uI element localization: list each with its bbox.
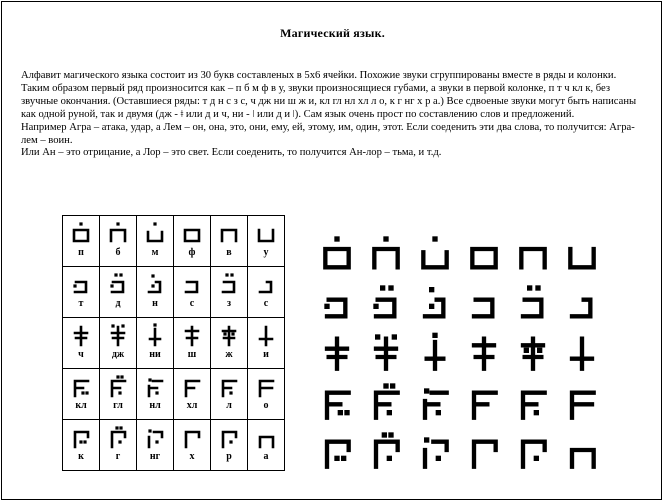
alphabet-cell [137, 267, 174, 318]
rune-sound-label: м [151, 247, 159, 258]
document-body [21, 70, 641, 160]
rune-large-glyph-h3 [418, 283, 452, 323]
rune-large [365, 232, 414, 281]
paragraph-alphabet: Алфавит магического языка состоит из 30 букв составленых в 5х6 ячейки. Похожие звуки сгруппированы вместе в ряды и колонки. Таким образом первый ряд произносится как – п б м ф в у, звуки произносящиеся губами, а звуки в первой колонке, п т ч кл к, без звучные окончания. (Оставшиеся ряды: т д н с з с, ч дж ни ш ж и, кл гл нл хл л о, к г нг х р а.) Все сдвоеные звуки могут быть написаны как одной руной, так и двумя (дж - ǂ или д и ч, ни - ǀ или д и ǀ). Сам язык очень прост по составлению слов и предложений. [21, 70, 637, 120]
rune-chart [316, 232, 610, 477]
rune-sound-label: п [78, 247, 84, 258]
rune-large-glyph-h2 [369, 283, 403, 323]
rune-sound-label: у [263, 247, 269, 258]
rune-large [316, 379, 365, 428]
rune-large [365, 428, 414, 477]
rune-large [561, 379, 610, 428]
paragraph-example-anlor: Или Ан – это отрицание, а Лор – это свет. Если соеденить, то получится Ан-лор – тьма, и т.д. [21, 147, 442, 159]
rune-large-glyph-c4 [467, 332, 501, 372]
rune-large [316, 330, 365, 379]
alphabet-cell [174, 420, 211, 471]
rune-large [463, 330, 512, 379]
rune-large [414, 379, 463, 428]
rune-glyph-c3 [145, 323, 165, 347]
rune-glyph-n3 [145, 221, 165, 245]
rune-glyph-c6 [256, 323, 276, 347]
rune-large-glyph-n6 [565, 234, 599, 274]
rune-sound-label: х [189, 451, 195, 462]
rune-sound-label: с [263, 298, 269, 309]
alphabet-row [63, 318, 285, 369]
rune-large [463, 281, 512, 330]
rune-sound-label: р [226, 451, 232, 462]
rune-glyph-n4 [182, 221, 202, 245]
rune-glyph-n1 [71, 221, 91, 245]
rune-sound-label: ш [187, 349, 197, 360]
alphabet-cell [174, 318, 211, 369]
rune-glyph-s4 [182, 425, 202, 449]
rune-sound-label: ф [188, 247, 196, 258]
rune-large [512, 428, 561, 477]
rune-glyph-e6 [256, 374, 276, 398]
alphabet-row [63, 216, 285, 267]
alphabet-cell [63, 267, 100, 318]
rune-sound-label: в [226, 247, 232, 258]
alphabet-cell [63, 369, 100, 420]
rune-large [561, 281, 610, 330]
rune-large-glyph-e6 [565, 381, 599, 421]
rune-large-glyph-n5 [516, 234, 550, 274]
rune-sound-label: нг [149, 451, 161, 462]
rune-sound-label: б [115, 247, 121, 258]
alphabet-cell [63, 216, 100, 267]
rune-large [414, 232, 463, 281]
rune-sound-label: хл [186, 400, 198, 411]
rune-glyph-h6 [256, 272, 276, 296]
rune-large-glyph-e5 [516, 381, 550, 421]
rune-sound-label: гл [113, 400, 123, 411]
rune-large-glyph-s2 [369, 430, 403, 470]
rune-glyph-s3 [145, 425, 165, 449]
alphabet-cell [137, 420, 174, 471]
rune-glyph-h3 [145, 272, 165, 296]
document-title: Магический язык. [280, 26, 385, 40]
rune-large-glyph-h5 [516, 283, 550, 323]
rune-sound-label: з [226, 298, 232, 309]
alphabet-cell [248, 420, 285, 471]
alphabet-cell [248, 318, 285, 369]
rune-large [463, 232, 512, 281]
rune-large [414, 330, 463, 379]
rune-glyph-n6 [256, 221, 276, 245]
alphabet-cell [248, 216, 285, 267]
rune-large-glyph-n2 [369, 234, 403, 274]
alphabet-row [63, 420, 285, 471]
alphabet-cell [211, 267, 248, 318]
rune-sound-label: ни [149, 349, 161, 360]
rune-glyph-e4 [182, 374, 202, 398]
rune-glyph-e2 [108, 374, 128, 398]
rune-sound-label: ч [78, 349, 84, 360]
rune-large [414, 428, 463, 477]
alphabet-cell [100, 318, 137, 369]
rune-sound-label: л [226, 400, 232, 411]
rune-large-glyph-h1 [320, 283, 354, 323]
rune-sound-label: г [115, 451, 121, 462]
alphabet-cell [174, 369, 211, 420]
rune-large [414, 281, 463, 330]
rune-large [463, 428, 512, 477]
rune-large [365, 379, 414, 428]
rune-glyph-e3 [145, 374, 165, 398]
paragraph-example-agra: Например Агра – атака, удар, а Лем – он, она, это, они, ему, ей, этому, им, один, этот. Если соеденить эти два слова, то получится: Агра-лем – воин. [21, 121, 635, 146]
rune-large-glyph-e1 [320, 381, 354, 421]
rune-sound-label: дж [111, 349, 125, 360]
alphabet-cell [100, 216, 137, 267]
rune-large-glyph-e2 [369, 381, 403, 421]
rune-sound-label: с [189, 298, 195, 309]
rune-large-glyph-c5 [516, 332, 550, 372]
rune-large-glyph-s5 [516, 430, 550, 470]
rune-large-glyph-c2 [369, 332, 403, 372]
alphabet-cell [63, 420, 100, 471]
alphabet-cell [248, 267, 285, 318]
rune-glyph-c5 [219, 323, 239, 347]
rune-large-glyph-n4 [467, 234, 501, 274]
rune-glyph-n2 [108, 221, 128, 245]
rune-glyph-h2 [108, 272, 128, 296]
rune-large-glyph-n3 [418, 234, 452, 274]
rune-large-glyph-s1 [320, 430, 354, 470]
rune-large [512, 379, 561, 428]
rune-sound-label: н [152, 298, 158, 309]
alphabet-cell [100, 369, 137, 420]
rune-large [316, 428, 365, 477]
rune-sound-label: а [263, 451, 269, 462]
rune-large-glyph-c6 [565, 332, 599, 372]
rune-large-glyph-e4 [467, 381, 501, 421]
alphabet-cell [248, 369, 285, 420]
rune-large-glyph-c3 [418, 332, 452, 372]
rune-glyph-n5 [219, 221, 239, 245]
rune-large [561, 232, 610, 281]
rune-glyph-h5 [219, 272, 239, 296]
rune-large-glyph-n1 [320, 234, 354, 274]
rune-glyph-c4 [182, 323, 202, 347]
rune-glyph-e5 [219, 374, 239, 398]
rune-sound-label: кл [75, 400, 87, 411]
alphabet-cell [137, 216, 174, 267]
rune-glyph-s5 [219, 425, 239, 449]
rune-sound-label: д [115, 298, 121, 309]
rune-large-glyph-h4 [467, 283, 501, 323]
rune-large [561, 428, 610, 477]
rune-glyph-h1 [71, 272, 91, 296]
alphabet-cell [100, 267, 137, 318]
alphabet-cell [100, 420, 137, 471]
alphabet-cell [211, 369, 248, 420]
alphabet-cell [137, 318, 174, 369]
alphabet-cell [211, 216, 248, 267]
rune-large [365, 330, 414, 379]
rune-large [365, 281, 414, 330]
rune-glyph-s6 [256, 425, 276, 449]
rune-large-glyph-s4 [467, 430, 501, 470]
rune-sound-label: нл [149, 400, 161, 411]
alphabet-cell [63, 318, 100, 369]
rune-glyph-h4 [182, 272, 202, 296]
alphabet-cell [174, 216, 211, 267]
rune-sound-label: о [263, 400, 269, 411]
alphabet-cell [137, 369, 174, 420]
alphabet-row [63, 369, 285, 420]
rune-sound-label: к [78, 451, 84, 462]
alphabet-row [63, 267, 285, 318]
rune-large [512, 330, 561, 379]
rune-large [512, 232, 561, 281]
rune-glyph-c2 [108, 323, 128, 347]
rune-glyph-e1 [71, 374, 91, 398]
rune-glyph-c1 [71, 323, 91, 347]
rune-large [316, 281, 365, 330]
rune-glyph-s1 [71, 425, 91, 449]
rune-large [561, 330, 610, 379]
alphabet-table [62, 215, 285, 471]
alphabet-cell [211, 318, 248, 369]
rune-large [316, 232, 365, 281]
rune-glyph-s2 [108, 425, 128, 449]
rune-large-glyph-h6 [565, 283, 599, 323]
alphabet-cell [211, 420, 248, 471]
rune-large [512, 281, 561, 330]
rune-large [463, 379, 512, 428]
rune-large-glyph-c1 [320, 332, 354, 372]
rune-sound-label: ж [225, 349, 233, 360]
alphabet-cell [174, 267, 211, 318]
rune-sound-label: и [263, 349, 269, 360]
rune-large-glyph-e3 [418, 381, 452, 421]
rune-large-glyph-s3 [418, 430, 452, 470]
rune-sound-label: т [78, 298, 84, 309]
rune-large-glyph-s6 [565, 430, 599, 470]
